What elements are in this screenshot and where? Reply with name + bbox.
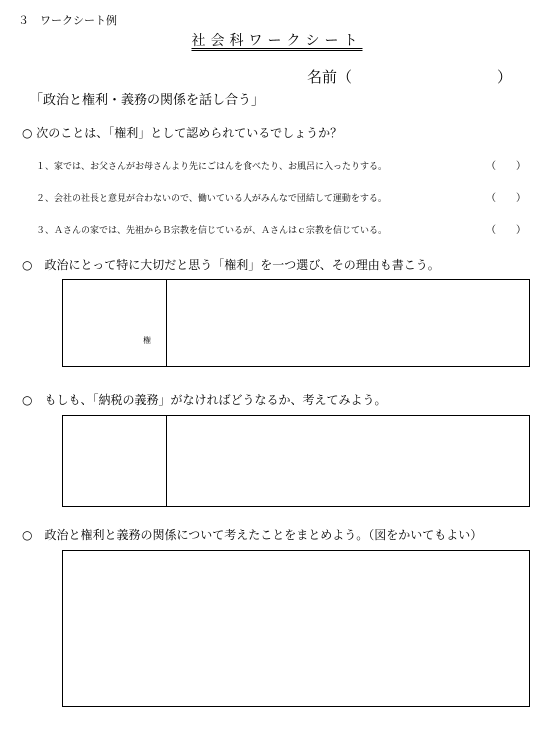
question1-answer-3[interactable]: （ ） bbox=[486, 225, 526, 236]
question1-prompt: ○ 次のことは、「権利」として認められているでしょうか？ bbox=[22, 126, 343, 140]
worksheet-title bbox=[0, 30, 554, 50]
question2-box-label: 権 bbox=[143, 336, 151, 345]
question1-answer-2[interactable]: （ ） bbox=[486, 193, 526, 204]
question3-box-divider bbox=[166, 416, 167, 506]
question4-answer-box[interactable] bbox=[62, 550, 530, 707]
section-label: ３ ワークシート例 bbox=[18, 14, 117, 27]
question2-box-divider bbox=[166, 280, 167, 366]
worksheet-title-text: 社会科ワークシート bbox=[191, 33, 363, 49]
question4-prompt: ○ 政治と権利と義務の関係について考えたことをまとめよう。（図をかいてもよい） bbox=[22, 528, 483, 542]
question3-prompt: ○ もしも、「納税の義務」がなければどうなるか、考えてみよう。 bbox=[22, 393, 387, 407]
question1-item-2: ２、会社の社長と意見が合わないので、働いている人がみんなで団結して運動をする。 bbox=[36, 194, 387, 204]
theme-heading: 「政治と権利・義務の関係を話し合う」 bbox=[30, 93, 265, 108]
name-close-paren: ） bbox=[497, 68, 513, 86]
question2-prompt: ○ 政治にとって特に大切だと思う「権利」を一つ選び、その理由も書こう。 bbox=[22, 258, 440, 272]
question1-answer-1[interactable]: （ ） bbox=[486, 161, 526, 172]
question1-item-3: ３、Ａさんの家では、先祖からＢ宗教を信じているが、Ａさんはｃ宗教を信じている。 bbox=[36, 226, 388, 236]
question3-answer-box[interactable] bbox=[62, 415, 530, 507]
name-label: 名前（ bbox=[307, 68, 353, 86]
question1-item-1: １、家では、お父さんがお母さんより先にごはんを食べたり、お風呂に入ったりする。 bbox=[36, 162, 388, 172]
question2-answer-box[interactable] bbox=[62, 279, 530, 367]
